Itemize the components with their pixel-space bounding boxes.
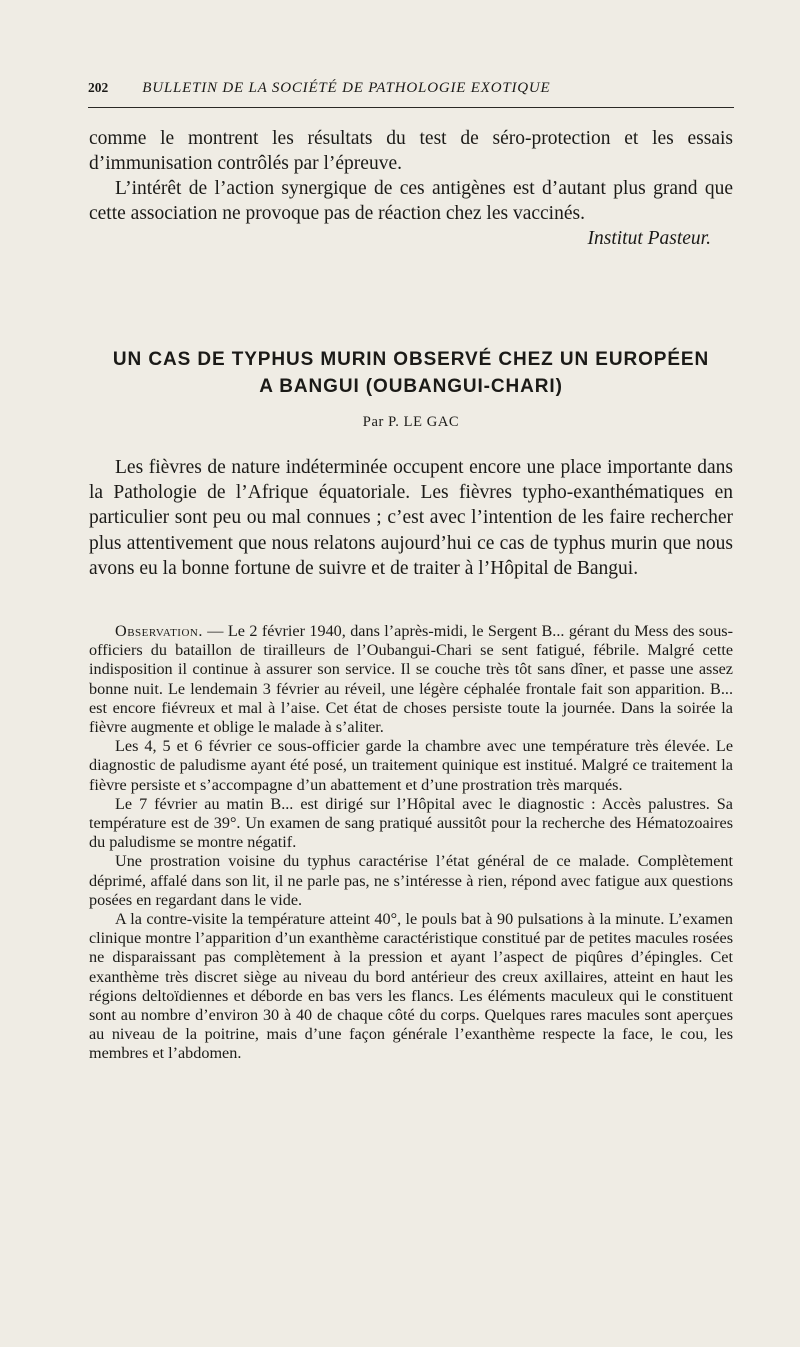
signature: Institut Pasteur. [587,228,711,249]
article-title [89,346,733,400]
running-header [88,80,734,97]
title-line: UN CAS DE TYPHUS MURIN OBSERVÉ CHEZ UN EUROPÉEN [112,349,710,370]
article-author: Par P. LE GAC [362,414,460,430]
header-rule [88,107,734,108]
running-title: BULLETIN DE LA SOCIÉTÉ DE PATHOLOGIE EXOTIQUE [142,80,551,96]
paragraph: Les 4, 5 et 6 février ce sous-officier garde la chambre avec une température très élevée. Le diagnostic de paludisme ayant été posé, un traitement quinique est institué. Malgré ce traitement la fièvre persiste et s’accompagne d’un abattement et d’une prostration très marqués. [89,737,733,794]
paragraph: L’intérêt de l’action synergique de ces antigènes est d’autant plus grand que cette association ne provoque pas de réaction chez les vaccinés. [89,178,733,224]
paragraph: comme le montrent les résultats du test de séro-protection et les essais d’immunisation contrôlés par l’épreuve. [89,128,733,174]
paragraph: Une prostration voisine du typhus caractérise l’état général de ce malade. Complètement déprimé, affalé dans son lit, il ne parle pas, ne s’intéresse à rien, répond avec fatigue aux questions posées en regardant dans le vide. [89,852,733,909]
page-number: 202 [88,80,109,95]
article-intro [89,455,733,581]
article-body [89,622,733,1064]
observation-text: — Le 2 février 1940, dans l’après-midi, le Sergent B... gérant du Mess des sous-officiers du bataillon de tirailleurs de l’Oubangui-Chari se sent fatigué, fébrile. Malgré cette indisposition il continue à assurer son service. Il se couche très tôt sans dîner, et passe une assez bonne nuit. Le lendemain 3 février au réveil, une légère céphalée frontale fait son apparition. B... est encore fiévreux et mal à l’aise. Cet état de choses persiste toute la journée. Dans la soirée la fièvre augmente et oblige le malade à s’aliter. [89,622,733,737]
paragraph [89,622,733,737]
paragraph: Le 7 février au matin B... est dirigé sur l’Hôpital avec le diagnostic : Accès palustres. Sa température est de 39°. Un examen de sang pratiqué aussitôt pour la recherche des Hématozoaires du paludisme se montre négatif. [89,794,733,852]
title-line: A BANGUI (OUBANGUI-CHARI) [259,376,563,397]
observation-label: Observation. [115,622,203,640]
previous-article-end [89,126,733,251]
paragraph: Les fièvres de nature indéterminée occupent encore une place importante dans la Pathologie de l’Afrique équatoriale. Les fièvres typho-exanthématiques en particulier sont peu ou mal connues ; c’est avec l’intention de les faire rechercher plus attentivement que nous relatons aujourd’hui ce cas de typhus murin que nous avons eu la bonne fortune de suivre et de traiter à l’Hôpital de Bangui. [89,457,733,579]
paragraph: A la contre-visite la température atteint 40°, le pouls bat à 90 pulsations à la minute. L’examen clinique montre l’apparition d’un exanthème caractéristique constitué par de petites macules rosées ne disparaissant pas complètement à la pression et ayant l’aspect de piqûres d’épingles. Cet exanthème très discret siège au niveau du bord antérieur des creux axillaires, atteint en haut les régions deltoïdiennes et déborde en bas vers les flancs. Les éléments maculeux qui le constituent sont au nombre d’environ 30 à 40 de chaque côté du corps. Quelques rares macules sont aperçues au niveau de la poitrine, mais d’une façon générale l’exanthème respecte la face, le cou, les membres et l’abdomen. [89,910,733,1063]
